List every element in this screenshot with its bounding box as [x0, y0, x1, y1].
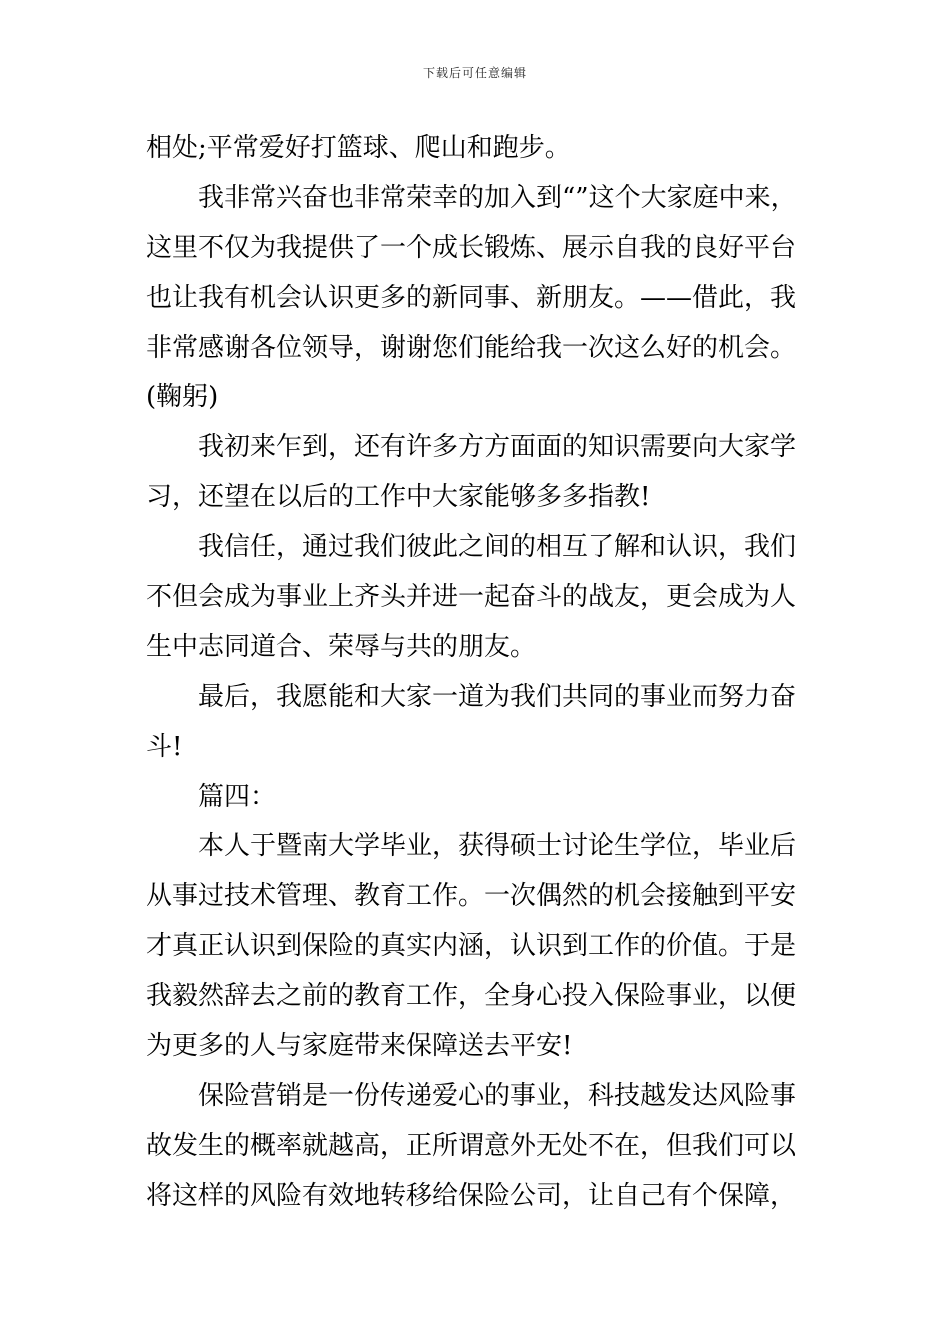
- text-line: 我非常兴奋也非常荣幸的加入到“”这个大家庭中来，: [198, 182, 797, 213]
- text-line: 保险营销是一份传递爱心的事业，科技越发达风险事: [198, 1080, 797, 1111]
- text-line: 我信任，通过我们彼此之间的相互了解和认识，我们: [198, 532, 797, 563]
- text-line: 我初来乍到，还有许多方方面面的知识需要向大家学: [198, 432, 797, 463]
- text-line: 这里不仅为我提供了一个成长锻炼、展示自我的良好平台: [146, 232, 797, 263]
- text-line: 相处;平常爱好打篮球、爬山和跑步。: [146, 133, 571, 163]
- document-body: [146, 124, 811, 1222]
- text-line: 才真正认识到保险的真实内涵，认识到工作的价值。于是: [146, 931, 797, 962]
- text-line: 也让我有机会认识更多的新同事、新朋友。——借此，我: [146, 282, 797, 313]
- text-line: 非常感谢各位领导，谢谢您们能给我一次这么好的机会。: [146, 332, 797, 363]
- page-header-note: 下载后可任意编辑: [422, 66, 527, 80]
- text-line: 本人于暨南大学毕业，获得硕士讨论生学位，毕业后: [198, 831, 797, 862]
- text-line: 从事过技术管理、教育工作。一次偶然的机会接触到平安: [146, 881, 797, 912]
- text-line: 我毅然辞去之前的教育工作，全身心投入保险事业，以便: [146, 981, 797, 1012]
- text-line: 生中志同道合、荣辱与共的朋友。: [146, 631, 537, 662]
- text-line: 不但会成为事业上齐头并进一起奋斗的战友，更会成为人: [146, 582, 797, 613]
- text-line: 故发生的概率就越高，正所谓意外无处不在，但我们可以: [146, 1130, 797, 1161]
- text-line: 为更多的人与家庭带来保障送去平安!: [146, 1031, 573, 1062]
- text-line: 最后，我愿能和大家一道为我们共同的事业而努力奋: [198, 681, 797, 712]
- text-line: (鞠躬): [146, 382, 219, 413]
- text-line: 将这样的风险有效地转移给保险公司，让自己有个保障，: [146, 1180, 797, 1211]
- text-line: 斗!: [146, 731, 183, 762]
- text-line: 习，还望在以后的工作中大家能够多多指教!: [146, 482, 651, 513]
- section-heading: 篇四：: [198, 781, 277, 812]
